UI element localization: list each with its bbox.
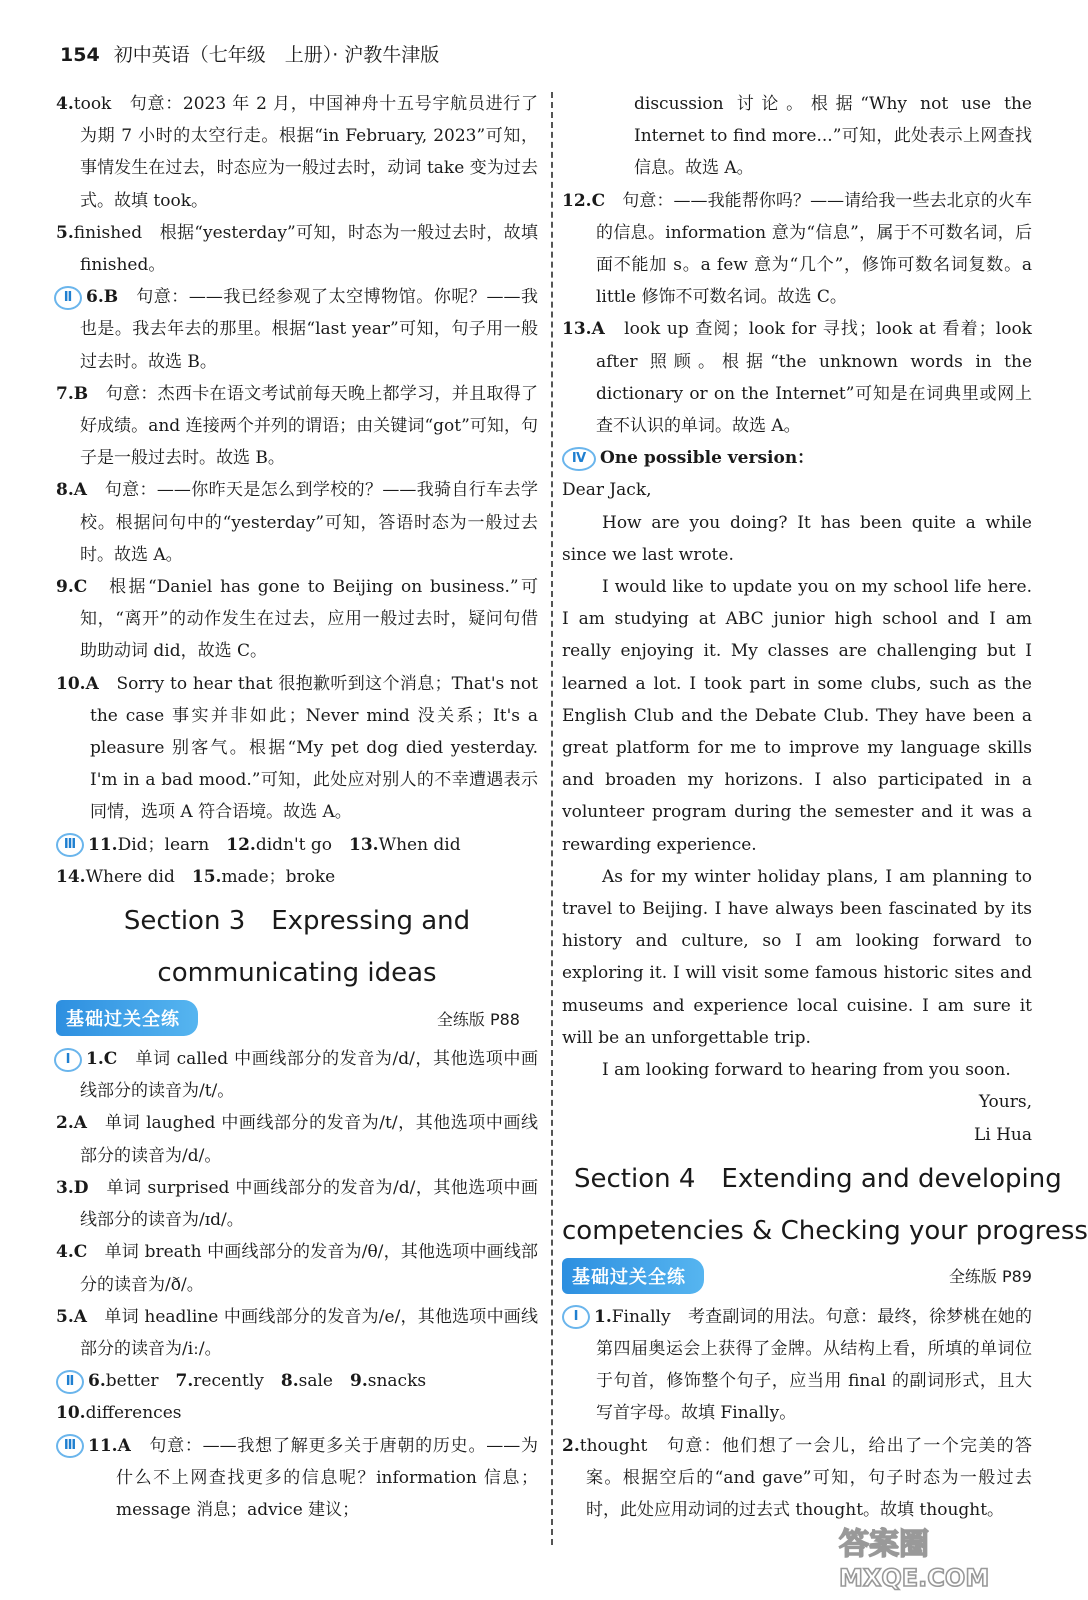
letter-paragraph-1: How are you doing? It has been quite a while since we last wrote. bbox=[562, 512, 1032, 565]
roman-numeral-badge: Ⅲ bbox=[56, 833, 84, 857]
roman-numeral-badge: Ⅰ bbox=[562, 1305, 590, 1329]
answer-item-5: 5.finished 根据“yesterday”可知，时态为一般过去时，故填 finished。 bbox=[56, 222, 538, 276]
letter-closing: Yours, bbox=[978, 1092, 1032, 1113]
svg-text:MXQE.COM: MXQE.COM bbox=[839, 1564, 990, 1592]
roman-numeral-badge: Ⅳ bbox=[562, 447, 596, 471]
book-title: 初中英语（七年级 上册）· 沪教牛津版 bbox=[113, 44, 440, 66]
answer-item-2: 2.A 单词 laughed 中画线部分的发音为/t/，其他选项中画线部分的读音为/d/。 bbox=[56, 1113, 538, 1166]
roman-numeral-badge: Ⅰ bbox=[54, 1048, 82, 1072]
answer-line-14-15: 14.Where did 15.made；broke bbox=[56, 866, 336, 887]
answer-item-13: 13.A look up 查阅；look for 寻找；look at 看着；look after 照顾。根据“the unknown words in the dictionary or on the Internet”可知是在词典里或网上查不认识的单词。故选 A。 bbox=[562, 319, 1032, 437]
watermark-logo bbox=[831, 1524, 1021, 1594]
answer-item-s4-1: Ⅰ 1.Finally 考查副词的用法。句意：最终，徐梦桃在她的第四届奥运会上获得了金牌。从结构上看，所填的单词位于句首，修饰整个句子，应当用 final 的副词形式，且大写首字母。故填 Finally。 bbox=[562, 1301, 1032, 1430]
section-3-title-line2: communicating ideas bbox=[157, 958, 437, 989]
practice-banner bbox=[56, 1001, 538, 1035]
answer-item-11-continued: discussion 讨论。根据“Why not use the Internet to find more...”可知，此处表示上网查找信息。故选 A。 bbox=[634, 94, 1032, 179]
letter-paragraph-4: I am looking forward to hearing from you soon. bbox=[602, 1060, 1011, 1081]
practice-banner-2 bbox=[562, 1259, 1032, 1293]
answer-item-4b: 4.C 单词 breath 中画线部分的发音为/θ/，其他选项中画线部分的读音为/ð/。 bbox=[56, 1242, 538, 1295]
letter-signature: Li Hua bbox=[973, 1124, 1032, 1145]
banner-label: 基础过关全练 bbox=[56, 1000, 198, 1036]
svg-text:答案圈: 答案圈 bbox=[839, 1527, 929, 1562]
column-divider bbox=[551, 92, 553, 1545]
writing-version-heading: Ⅳ One possible version： bbox=[562, 442, 1032, 474]
answer-item-4: 4.took 句意：2023 年 2 月，中国神舟十五号宇航员进行了为期 7 小时的太空行走。根据“in February, 2023”可知，事情发生在过去，时态应为一般过去时，动词 take 变为过去式。故填 took。 bbox=[56, 94, 538, 211]
answer-item-1: Ⅰ 1.C 单词 called 中画线部分的发音为/d/，其他选项中画线部分的读音为/t/。 bbox=[56, 1043, 538, 1107]
banner-page-ref-2: 全练版 P89 bbox=[948, 1267, 1032, 1287]
left-column bbox=[56, 88, 538, 1526]
answer-item-8: 8.A 句意：——你昨天是怎么到学校的？——我骑自行车去学校。根据问句中的“yesterday”可知，答语时态为一般过去时。故选 A。 bbox=[56, 480, 538, 565]
answer-item-11: Ⅲ 11.A 句意：——我想了解更多关于唐朝的历史。——为什么不上网查找更多的信息呢？information 信息；message 消息；advice 建议； bbox=[56, 1430, 538, 1527]
banner-label-2: 基础过关全练 bbox=[562, 1258, 704, 1294]
answer-item-9: 9.C 根据“Daniel has gone to Beijing on business.”可知，“离开”的动作发生在过去，应用一般过去时，疑问句借助助动词 did，故选 C。 bbox=[56, 577, 538, 662]
roman-numeral-badge: Ⅱ bbox=[56, 1370, 84, 1394]
answer-line-10: 10.differences bbox=[56, 1403, 182, 1424]
page-header bbox=[60, 40, 439, 67]
answer-item-6: Ⅱ 6.B 句意：——我已经参观了太空博物馆。你呢？——我也是。我去年去的那里。根据“last year”可知，句子用一般过去时。故选 B。 bbox=[56, 281, 538, 378]
answer-item-7: 7.B 句意：杰西卡在语文考试前每天晚上都学习，并且取得了好成绩。and 连接两个并列的谓语；由关键词“got”可知，句子是一般过去时。故选 B。 bbox=[56, 383, 538, 469]
answer-item-3: 3.D 单词 surprised 中画线部分的发音为/d/，其他选项中画线部分的读音为/ɪd/。 bbox=[56, 1177, 538, 1231]
banner-page-ref: 全练版 P88 bbox=[436, 1009, 520, 1029]
roman-numeral-badge: Ⅱ bbox=[54, 286, 82, 310]
answer-item-5b: 5.A 单词 headline 中画线部分的发音为/e/，其他选项中画线部分的读音为/iː/。 bbox=[56, 1306, 538, 1359]
section-3-title-line1: Section 3 Expressing and bbox=[123, 906, 471, 937]
letter-paragraph-3: As for my winter holiday plans, I am planning to travel to Beijing. I have always been fascinated by its history and culture, so I am looking forward to exploring it. I will visit some famous historic sites and museums and experience local cuisine. I am sure it will be an unforgettable trip. bbox=[562, 866, 1032, 1048]
roman-numeral-badge: Ⅲ bbox=[56, 1434, 84, 1458]
answer-item-10: 10.A Sorry to hear that 很抱歉听到这个消息；That's not the case 事实并非如此；Never mind 没关系；It's a pleasure 别客气。根据“My pet dog died yesterday. I'm in a bad mood.”可知，此处应对别人的不幸遭遇表示同情，选项 A 符合语境。故选 A。 bbox=[56, 673, 538, 823]
section-4-title-line2: competencies & Checking your progress bbox=[562, 1215, 1088, 1246]
section-4-title-line1: Section 4 Extending and developing bbox=[574, 1163, 1062, 1194]
right-column bbox=[562, 88, 1088, 1526]
answer-item-s4-2: 2.thought 句意：他们想了一会儿，给出了一个完美的答案。根据空后的“and gave”可知，句子时态为一般过去时，此处应用动词的过去式 thought。故填 thought。 bbox=[562, 1435, 1032, 1520]
page-number: 154 bbox=[60, 44, 100, 66]
answer-item-12: 12.C 句意：——我能帮你吗？——请给我一些去北京的火车的信息。information 意为“信息”，属于不可数名词，后面不能加 s。a few 意为“几个”，修饰可数名词复数。a little 修饰不可数名词。故选 C。 bbox=[562, 190, 1032, 308]
letter-paragraph-2: I would like to update you on my school life here. I am studying at ABC junior high school and I am really enjoying it. My classes are challenging but I learned a lot. I took part in some clubs, such as the English Club and the Debate Club. They have been a great platform for me to improve my language skills and broaden my horizons. I also participated in a volunteer program during the semester and it was a rewarding experience. bbox=[562, 577, 1032, 855]
letter-greeting: Dear Jack, bbox=[562, 480, 652, 501]
answer-line-6-9: Ⅱ 6.better 7.recently 8.sale 9.snacks bbox=[56, 1365, 538, 1397]
answer-line-11-13: Ⅲ 11.Did；learn 12.didn't go 13.When did bbox=[56, 829, 538, 861]
